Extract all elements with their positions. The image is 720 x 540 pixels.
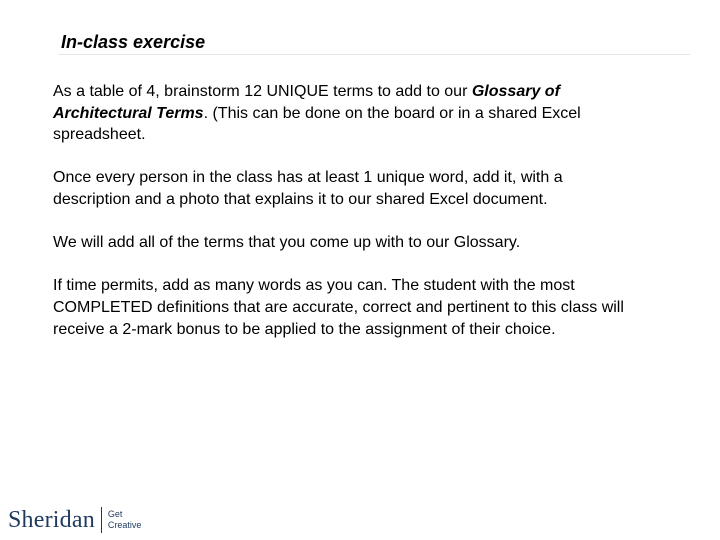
paragraph-each-person: Once every person in the class has at least 1 unique word, add it, with a description and a photo that explains it to our shared Excel document. xyxy=(53,169,563,208)
paragraph-bonus: If time permits, add as many words as you can. The student with the most COMPLETED definitions that are accurate, correct and pertinent to this class will receive a 2-mark bonus to be applied to the assignment of their choice. xyxy=(53,277,624,338)
brand-tagline-line-1: Get xyxy=(107,509,123,519)
brand-divider xyxy=(101,507,102,533)
paragraph-instructions-text-a: As a table of 4, brainstorm 12 UNIQUE terms to add to our xyxy=(53,83,472,100)
paragraph-instructions xyxy=(53,81,633,146)
brand-tagline xyxy=(108,509,142,531)
glossary-title-emphasis: Glossary of Architectural Terms xyxy=(53,83,560,122)
paragraph-add-terms: We will add all of the terms that you come up with to our Glossary. xyxy=(53,234,521,252)
slide-title: In-class exercise xyxy=(61,32,206,52)
sheridan-logo xyxy=(8,504,141,536)
brand-wordmark: Sheridan xyxy=(8,507,95,533)
slide-body xyxy=(53,81,633,362)
brand-tagline-line-2: Creative xyxy=(107,520,142,530)
title-divider xyxy=(58,54,690,55)
paragraph-instructions-text-b: . (This can be done on the board or in a shared Excel spreadsheet. xyxy=(53,104,581,144)
